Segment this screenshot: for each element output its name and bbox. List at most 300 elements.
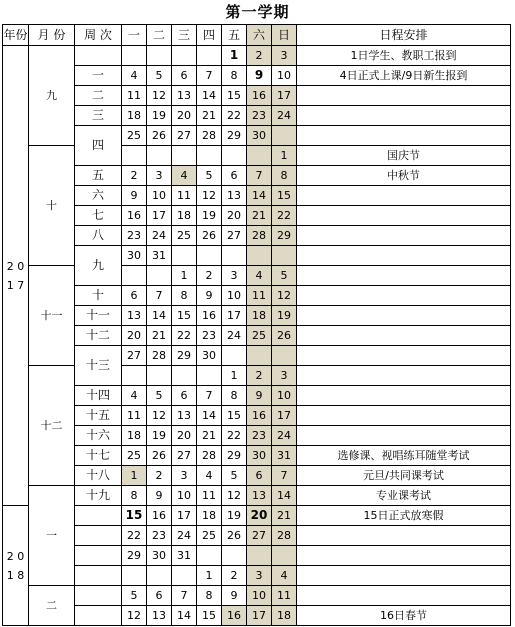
week-cell: 十五: [75, 406, 122, 426]
day-cell: 5: [147, 66, 172, 86]
day-cell: 15: [172, 306, 197, 326]
day-cell: 20: [222, 206, 247, 226]
day-cell: 4: [247, 266, 272, 286]
day-cell: 19: [197, 206, 222, 226]
day-cell: 25: [122, 126, 147, 146]
schedule-note-cell: [297, 566, 511, 586]
month-cell: 十: [29, 146, 75, 266]
day-cell: 10: [272, 66, 297, 86]
day-cell: 14: [147, 306, 172, 326]
day-cell: 6: [122, 286, 147, 306]
day-cell: 12: [197, 186, 222, 206]
day-cell: [272, 246, 297, 266]
week-cell: 十七: [75, 446, 122, 466]
header-month: 月 份: [29, 25, 75, 46]
day-cell: 28: [197, 126, 222, 146]
week-cell: 十九: [75, 486, 122, 506]
day-cell: 11: [197, 486, 222, 506]
day-cell: 18: [197, 506, 222, 526]
month-cell: 十一: [29, 266, 75, 366]
day-cell: 29: [122, 546, 147, 566]
day-cell: 4: [122, 66, 147, 86]
schedule-note-cell: [297, 286, 511, 306]
day-cell: [147, 46, 172, 66]
header-day-fri: 五: [222, 25, 247, 46]
day-cell: 30: [247, 446, 272, 466]
day-cell: 30: [197, 346, 222, 366]
calendar-row: [3, 326, 511, 346]
day-cell: 26: [147, 446, 172, 466]
day-cell: 12: [222, 486, 247, 506]
day-cell: 23: [197, 326, 222, 346]
calendar-row: [3, 346, 511, 366]
week-cell: [75, 586, 122, 606]
schedule-note-cell: [297, 546, 511, 566]
calendar-row: [3, 86, 511, 106]
day-cell: 4: [172, 166, 197, 186]
day-cell: 14: [197, 86, 222, 106]
day-cell: 4: [122, 386, 147, 406]
day-cell: [147, 366, 172, 386]
day-cell: 25: [172, 226, 197, 246]
day-cell: 17: [272, 406, 297, 426]
day-cell: 24: [272, 426, 297, 446]
day-cell: 15: [222, 406, 247, 426]
week-cell: 十二: [75, 326, 122, 346]
day-cell: 24: [272, 106, 297, 126]
month-cell: 九: [29, 46, 75, 146]
day-cell: 15: [272, 186, 297, 206]
week-cell: 八: [75, 226, 122, 246]
schedule-note-cell: [297, 426, 511, 446]
calendar-row: [3, 586, 511, 606]
day-cell: 17: [172, 506, 197, 526]
week-cell: 十四: [75, 386, 122, 406]
day-cell: 14: [272, 486, 297, 506]
day-cell: 15: [222, 86, 247, 106]
day-cell: 23: [122, 226, 147, 246]
day-cell: 3: [222, 266, 247, 286]
schedule-note-cell: 15日正式放寒假: [297, 506, 511, 526]
day-cell: [222, 346, 247, 366]
day-cell: 2: [247, 46, 272, 66]
day-cell: 6: [172, 66, 197, 86]
week-cell: 三: [75, 106, 122, 126]
schedule-note-cell: 专业课考试: [297, 486, 511, 506]
schedule-note-cell: [297, 106, 511, 126]
week-cell: [75, 526, 122, 546]
day-cell: 25: [197, 526, 222, 546]
header-row: [3, 25, 511, 46]
schedule-note-cell: [297, 186, 511, 206]
day-cell: [247, 146, 272, 166]
day-cell: [172, 366, 197, 386]
day-cell: 24: [222, 326, 247, 346]
week-cell: 四: [75, 126, 122, 166]
week-cell: 九: [75, 246, 122, 286]
day-cell: 21: [272, 506, 297, 526]
day-cell: [247, 546, 272, 566]
month-cell: 十二: [29, 366, 75, 486]
day-cell: 5: [272, 266, 297, 286]
day-cell: 26: [272, 326, 297, 346]
week-cell: [75, 46, 122, 66]
header-day-wed: 三: [172, 25, 197, 46]
calendar-row: [3, 406, 511, 426]
day-cell: 26: [222, 526, 247, 546]
day-cell: 16: [222, 606, 247, 626]
day-cell: 24: [172, 526, 197, 546]
day-cell: 16: [247, 406, 272, 426]
header-day-tue: 二: [147, 25, 172, 46]
week-cell: [75, 566, 122, 586]
day-cell: 3: [272, 366, 297, 386]
day-cell: 5: [122, 586, 147, 606]
day-cell: 16: [147, 506, 172, 526]
schedule-note-cell: 1日学生、教职工报到: [297, 46, 511, 66]
day-cell: 25: [122, 446, 147, 466]
day-cell: 11: [122, 86, 147, 106]
day-cell: 19: [147, 426, 172, 446]
day-cell: 9: [247, 66, 272, 86]
day-cell: 31: [147, 246, 172, 266]
day-cell: 7: [247, 166, 272, 186]
calendar-row: [3, 386, 511, 406]
day-cell: 29: [272, 226, 297, 246]
month-cell: 二: [29, 586, 75, 626]
day-cell: [147, 266, 172, 286]
day-cell: 16: [247, 86, 272, 106]
day-cell: 30: [247, 126, 272, 146]
day-cell: 12: [147, 86, 172, 106]
calendar-row: [3, 286, 511, 306]
day-cell: [197, 546, 222, 566]
schedule-note-cell: 选修课、视唱练耳随堂考试: [297, 446, 511, 466]
day-cell: 23: [247, 426, 272, 446]
day-cell: [147, 566, 172, 586]
day-cell: 5: [147, 386, 172, 406]
schedule-note-cell: [297, 306, 511, 326]
day-cell: 9: [147, 486, 172, 506]
day-cell: 26: [147, 126, 172, 146]
day-cell: 19: [147, 106, 172, 126]
day-cell: 9: [247, 386, 272, 406]
day-cell: 3: [272, 46, 297, 66]
day-cell: 2: [247, 366, 272, 386]
day-cell: 7: [197, 386, 222, 406]
day-cell: 26: [197, 226, 222, 246]
day-cell: 2: [147, 466, 172, 486]
schedule-note-cell: 16日春节: [297, 606, 511, 626]
week-cell: 六: [75, 186, 122, 206]
month-cell: 一: [29, 486, 75, 586]
calendar-row: [3, 106, 511, 126]
day-cell: 28: [272, 526, 297, 546]
calendar-row: [3, 426, 511, 446]
calendar-row: [3, 446, 511, 466]
schedule-note-cell: [297, 586, 511, 606]
calendar-row: [3, 206, 511, 226]
day-cell: 11: [122, 406, 147, 426]
day-cell: 7: [172, 586, 197, 606]
day-cell: 21: [197, 106, 222, 126]
day-cell: 23: [247, 106, 272, 126]
day-cell: 20: [247, 506, 272, 526]
schedule-note-cell: [297, 526, 511, 546]
day-cell: 28: [247, 226, 272, 246]
calendar-row: [3, 606, 511, 626]
day-cell: 17: [147, 206, 172, 226]
day-cell: 11: [172, 186, 197, 206]
day-cell: 1: [197, 566, 222, 586]
day-cell: 19: [222, 506, 247, 526]
week-cell: 十一: [75, 306, 122, 326]
day-cell: 9: [122, 186, 147, 206]
day-cell: 6: [147, 586, 172, 606]
schedule-note-cell: 国庆节: [297, 146, 511, 166]
day-cell: 12: [122, 606, 147, 626]
calendar-row: [3, 306, 511, 326]
day-cell: 9: [197, 286, 222, 306]
year-cell: 2 0 1 8: [3, 506, 29, 626]
day-cell: 10: [222, 286, 247, 306]
day-cell: 11: [272, 586, 297, 606]
day-cell: 27: [172, 126, 197, 146]
calendar-row: [3, 66, 511, 86]
day-cell: 27: [222, 226, 247, 246]
day-cell: 13: [122, 306, 147, 326]
day-cell: 30: [122, 246, 147, 266]
day-cell: 2: [197, 266, 222, 286]
day-cell: [222, 146, 247, 166]
day-cell: 2: [122, 166, 147, 186]
schedule-note-cell: [297, 346, 511, 366]
day-cell: 29: [172, 346, 197, 366]
day-cell: 10: [147, 186, 172, 206]
day-cell: 20: [122, 326, 147, 346]
week-cell: 五: [75, 166, 122, 186]
day-cell: 18: [272, 606, 297, 626]
day-cell: 5: [222, 466, 247, 486]
day-cell: [247, 246, 272, 266]
day-cell: 13: [222, 186, 247, 206]
week-cell: 二: [75, 86, 122, 106]
header-schedule: 日程安排: [297, 25, 511, 46]
day-cell: 28: [147, 346, 172, 366]
header-day-sun: 日: [272, 25, 297, 46]
schedule-note-cell: [297, 266, 511, 286]
day-cell: 1: [272, 146, 297, 166]
day-cell: [222, 546, 247, 566]
day-cell: 4: [197, 466, 222, 486]
day-cell: 31: [272, 446, 297, 466]
day-cell: 4: [272, 566, 297, 586]
calendar-row: [3, 566, 511, 586]
day-cell: 8: [222, 386, 247, 406]
day-cell: [122, 266, 147, 286]
day-cell: 18: [247, 306, 272, 326]
schedule-note-cell: [297, 206, 511, 226]
day-cell: [197, 366, 222, 386]
calendar-row: [3, 506, 511, 526]
day-cell: 13: [172, 86, 197, 106]
day-cell: 15: [122, 506, 147, 526]
day-cell: 27: [122, 346, 147, 366]
header-day-mon: 一: [122, 25, 147, 46]
week-cell: 十八: [75, 466, 122, 486]
week-cell: [75, 506, 122, 526]
day-cell: [122, 566, 147, 586]
day-cell: 1: [172, 266, 197, 286]
day-cell: 22: [122, 526, 147, 546]
day-cell: 20: [172, 106, 197, 126]
calendar-row: [3, 226, 511, 246]
week-cell: 十: [75, 286, 122, 306]
day-cell: 3: [172, 466, 197, 486]
calendar-row: [3, 186, 511, 206]
day-cell: [147, 146, 172, 166]
day-cell: [122, 146, 147, 166]
day-cell: [272, 126, 297, 146]
day-cell: [222, 246, 247, 266]
day-cell: 29: [222, 126, 247, 146]
calendar-row: [3, 466, 511, 486]
day-cell: [272, 346, 297, 366]
day-cell: 7: [272, 466, 297, 486]
day-cell: 8: [272, 166, 297, 186]
schedule-note-cell: [297, 226, 511, 246]
calendar-row: [3, 246, 511, 266]
day-cell: 14: [197, 406, 222, 426]
week-cell: [75, 606, 122, 626]
semester-calendar-table: [2, 24, 511, 626]
day-cell: 7: [197, 66, 222, 86]
header-week: 周 次: [75, 25, 122, 46]
day-cell: 29: [222, 446, 247, 466]
week-cell: 十三: [75, 346, 122, 386]
day-cell: 27: [247, 526, 272, 546]
day-cell: 12: [147, 406, 172, 426]
day-cell: 18: [172, 206, 197, 226]
day-cell: 21: [247, 206, 272, 226]
day-cell: 1: [122, 466, 147, 486]
calendar-body: [3, 25, 511, 626]
day-cell: [197, 246, 222, 266]
day-cell: 6: [222, 166, 247, 186]
day-cell: 22: [172, 326, 197, 346]
day-cell: 30: [147, 546, 172, 566]
year-cell: 2 0 1 7: [3, 46, 29, 506]
day-cell: 21: [197, 426, 222, 446]
day-cell: 1: [222, 366, 247, 386]
day-cell: 12: [272, 286, 297, 306]
header-day-sat: 六: [247, 25, 272, 46]
page-title: 第一学期: [225, 3, 290, 21]
week-cell: [75, 546, 122, 566]
day-cell: 13: [147, 606, 172, 626]
day-cell: 6: [247, 466, 272, 486]
day-cell: 13: [247, 486, 272, 506]
day-cell: 25: [247, 326, 272, 346]
day-cell: 5: [197, 166, 222, 186]
day-cell: 16: [197, 306, 222, 326]
calendar-row: [3, 126, 511, 146]
day-cell: 19: [272, 306, 297, 326]
day-cell: 24: [147, 226, 172, 246]
day-cell: [172, 566, 197, 586]
day-cell: [197, 146, 222, 166]
day-cell: 22: [222, 426, 247, 446]
day-cell: 17: [272, 86, 297, 106]
day-cell: 20: [172, 426, 197, 446]
day-cell: 10: [172, 486, 197, 506]
schedule-note-cell: 元旦/共同课考试: [297, 466, 511, 486]
day-cell: 22: [272, 206, 297, 226]
header-day-thu: 四: [197, 25, 222, 46]
day-cell: 16: [122, 206, 147, 226]
day-cell: 22: [222, 106, 247, 126]
day-cell: 10: [272, 386, 297, 406]
day-cell: [122, 46, 147, 66]
calendar-row: [3, 546, 511, 566]
week-cell: 一: [75, 66, 122, 86]
day-cell: [197, 46, 222, 66]
day-cell: 9: [222, 586, 247, 606]
day-cell: 28: [197, 446, 222, 466]
day-cell: [172, 146, 197, 166]
calendar-row: [3, 526, 511, 546]
day-cell: 13: [172, 406, 197, 426]
schedule-note-cell: 中秋节: [297, 166, 511, 186]
day-cell: 8: [222, 66, 247, 86]
header-year: 年份: [3, 25, 29, 46]
day-cell: 17: [222, 306, 247, 326]
day-cell: 15: [197, 606, 222, 626]
schedule-note-cell: [297, 386, 511, 406]
day-cell: 18: [122, 426, 147, 446]
calendar-row: [3, 486, 511, 506]
schedule-note-cell: [297, 406, 511, 426]
day-cell: [247, 346, 272, 366]
day-cell: 10: [247, 586, 272, 606]
day-cell: 11: [247, 286, 272, 306]
day-cell: 3: [247, 566, 272, 586]
schedule-note-cell: 4日正式上课/9日新生报到: [297, 66, 511, 86]
calendar-row: [3, 46, 511, 66]
day-cell: 8: [172, 286, 197, 306]
day-cell: 17: [247, 606, 272, 626]
day-cell: [272, 546, 297, 566]
day-cell: 6: [172, 386, 197, 406]
day-cell: 3: [147, 166, 172, 186]
day-cell: 18: [122, 106, 147, 126]
day-cell: [172, 246, 197, 266]
schedule-note-cell: [297, 126, 511, 146]
day-cell: 14: [172, 606, 197, 626]
day-cell: [122, 366, 147, 386]
day-cell: [172, 46, 197, 66]
day-cell: 31: [172, 546, 197, 566]
day-cell: 14: [247, 186, 272, 206]
day-cell: 2: [222, 566, 247, 586]
day-cell: 8: [197, 586, 222, 606]
schedule-note-cell: [297, 86, 511, 106]
schedule-note-cell: [297, 366, 511, 386]
day-cell: 8: [122, 486, 147, 506]
day-cell: 21: [147, 326, 172, 346]
week-cell: 七: [75, 206, 122, 226]
day-cell: 7: [147, 286, 172, 306]
